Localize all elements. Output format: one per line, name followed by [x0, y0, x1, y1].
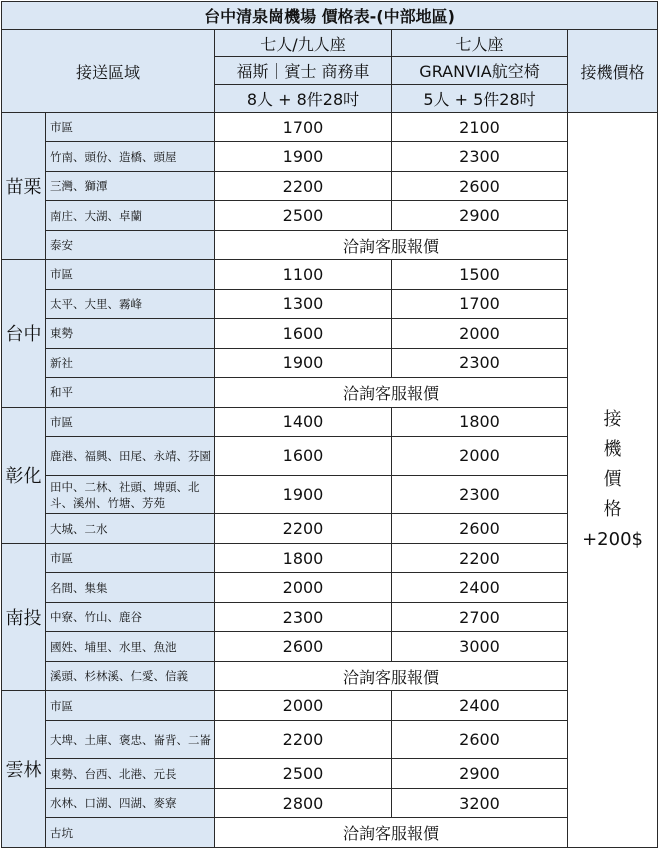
consult-note: 洽詢客服報價 — [215, 661, 568, 690]
area-name: 泰安 — [46, 230, 215, 259]
price-business-van: 1400 — [215, 407, 392, 436]
table-row — [2, 602, 658, 631]
area-name: 市區 — [46, 260, 215, 289]
price-granvia: 2100 — [392, 112, 568, 141]
table-row — [2, 543, 658, 572]
area-name: 市區 — [46, 112, 215, 141]
price-business-van: 2200 — [215, 720, 392, 759]
col2-capacity-header: 5人 + 5件28吋 — [392, 85, 568, 112]
consult-note: 洽詢客服報價 — [215, 378, 568, 407]
area-header: 接送區域 — [2, 30, 215, 112]
price-business-van: 2200 — [215, 514, 392, 543]
area-name: 三灣、獅潭 — [46, 171, 215, 200]
area-name: 東勢、台西、北港、元長 — [46, 759, 215, 788]
price-granvia: 2300 — [392, 475, 568, 514]
price-business-van: 2200 — [215, 171, 392, 200]
table-row — [2, 260, 658, 289]
table-row — [2, 691, 658, 720]
price-granvia: 3200 — [392, 788, 568, 817]
price-business-van: 2500 — [215, 201, 392, 230]
table-row — [2, 142, 658, 171]
col2-car-header: GRANVIA航空椅 — [392, 56, 568, 84]
table-row — [2, 230, 658, 259]
region-name: 南投 — [2, 543, 46, 690]
price-granvia: 2400 — [392, 691, 568, 720]
area-name: 竹南、頭份、造橋、頭屋 — [46, 142, 215, 171]
region-name: 雲林 — [2, 691, 46, 848]
price-business-van: 1700 — [215, 112, 392, 141]
table-row — [2, 759, 658, 788]
table-row — [2, 437, 658, 476]
area-name: 溪頭、杉林溪、仁愛、信義 — [46, 661, 215, 690]
page-title: 台中清泉崗機場 價格表-(中部地區) — [2, 2, 658, 30]
price-business-van: 2600 — [215, 632, 392, 661]
consult-note: 洽詢客服報價 — [215, 818, 568, 848]
price-granvia: 3000 — [392, 632, 568, 661]
table-row — [2, 573, 658, 602]
price-granvia: 2600 — [392, 514, 568, 543]
pickup-note-text: +200$ — [582, 528, 643, 550]
price-granvia: 2900 — [392, 759, 568, 788]
area-name: 大埤、土庫、褒忠、崙背、二崙 — [46, 720, 215, 759]
price-business-van: 1300 — [215, 289, 392, 318]
price-business-van: 2000 — [215, 573, 392, 602]
table-row — [2, 720, 658, 759]
area-name: 南庄、大湖、卓蘭 — [46, 201, 215, 230]
area-name: 國姓、埔里、水里、魚池 — [46, 632, 215, 661]
price-granvia: 1500 — [392, 260, 568, 289]
price-business-van: 1900 — [215, 475, 392, 514]
table-row — [2, 201, 658, 230]
price-granvia: 2700 — [392, 602, 568, 631]
area-name: 中寮、竹山、鹿谷 — [46, 602, 215, 631]
price-business-van: 1100 — [215, 260, 392, 289]
table-row — [2, 661, 658, 690]
price-granvia: 2300 — [392, 348, 568, 377]
table-row — [2, 475, 658, 514]
table-row — [2, 818, 658, 848]
pickup-note-text: 接 — [603, 408, 622, 430]
region-name: 台中 — [2, 260, 46, 407]
price-business-van: 2000 — [215, 691, 392, 720]
price-table — [1, 1, 658, 848]
area-name: 東勢 — [46, 319, 215, 348]
price-business-van: 1900 — [215, 348, 392, 377]
price-granvia: 2900 — [392, 201, 568, 230]
area-name: 新社 — [46, 348, 215, 377]
area-name: 市區 — [46, 691, 215, 720]
price-business-van: 2300 — [215, 602, 392, 631]
pickup-note-text: 機 — [603, 438, 622, 460]
table-row — [2, 319, 658, 348]
table-row — [2, 632, 658, 661]
price-granvia: 1800 — [392, 407, 568, 436]
pickup-note-text: 格 — [603, 498, 622, 520]
table-row — [2, 514, 658, 543]
area-name: 市區 — [46, 543, 215, 572]
price-granvia: 2400 — [392, 573, 568, 602]
area-name: 鹿港、福興、田尾、永靖、芬園 — [46, 437, 215, 476]
price-business-van: 1900 — [215, 142, 392, 171]
pickup-surcharge-note — [568, 112, 658, 847]
region-name: 苗栗 — [2, 112, 46, 259]
table-row — [2, 378, 658, 407]
table-row — [2, 788, 658, 817]
table-row — [2, 348, 658, 377]
area-name: 和平 — [46, 378, 215, 407]
col2-seat-header: 七人座 — [392, 30, 568, 56]
area-name: 田中、二林、社頭、埤頭、北斗、溪州、竹塘、芳苑 — [46, 475, 215, 514]
area-name: 古坑 — [46, 818, 215, 848]
consult-note: 洽詢客服報價 — [215, 230, 568, 259]
price-business-van: 2800 — [215, 788, 392, 817]
area-name: 水林、口湖、四湖、麥寮 — [46, 788, 215, 817]
area-name: 市區 — [46, 407, 215, 436]
col1-car-header: 福斯｜賓士 商務車 — [215, 56, 392, 84]
price-granvia: 2200 — [392, 543, 568, 572]
price-granvia: 2000 — [392, 437, 568, 476]
table-row — [2, 171, 658, 200]
price-business-van: 1600 — [215, 437, 392, 476]
price-business-van: 1800 — [215, 543, 392, 572]
table-row — [2, 112, 658, 141]
price-granvia: 2300 — [392, 142, 568, 171]
pickup-price-header: 接機價格 — [568, 30, 658, 112]
price-business-van: 1600 — [215, 319, 392, 348]
col1-seat-header: 七人/九人座 — [215, 30, 392, 56]
area-name: 大城、二水 — [46, 514, 215, 543]
table-row — [2, 289, 658, 318]
price-granvia: 2600 — [392, 720, 568, 759]
col1-capacity-header: 8人 + 8件28吋 — [215, 85, 392, 112]
pickup-note-text: 價 — [603, 468, 622, 490]
region-name: 彰化 — [2, 407, 46, 543]
price-granvia: 2000 — [392, 319, 568, 348]
price-granvia: 2600 — [392, 171, 568, 200]
area-name: 名間、集集 — [46, 573, 215, 602]
table-row — [2, 407, 658, 436]
area-name: 太平、大里、霧峰 — [46, 289, 215, 318]
price-granvia: 1700 — [392, 289, 568, 318]
price-business-van: 2500 — [215, 759, 392, 788]
